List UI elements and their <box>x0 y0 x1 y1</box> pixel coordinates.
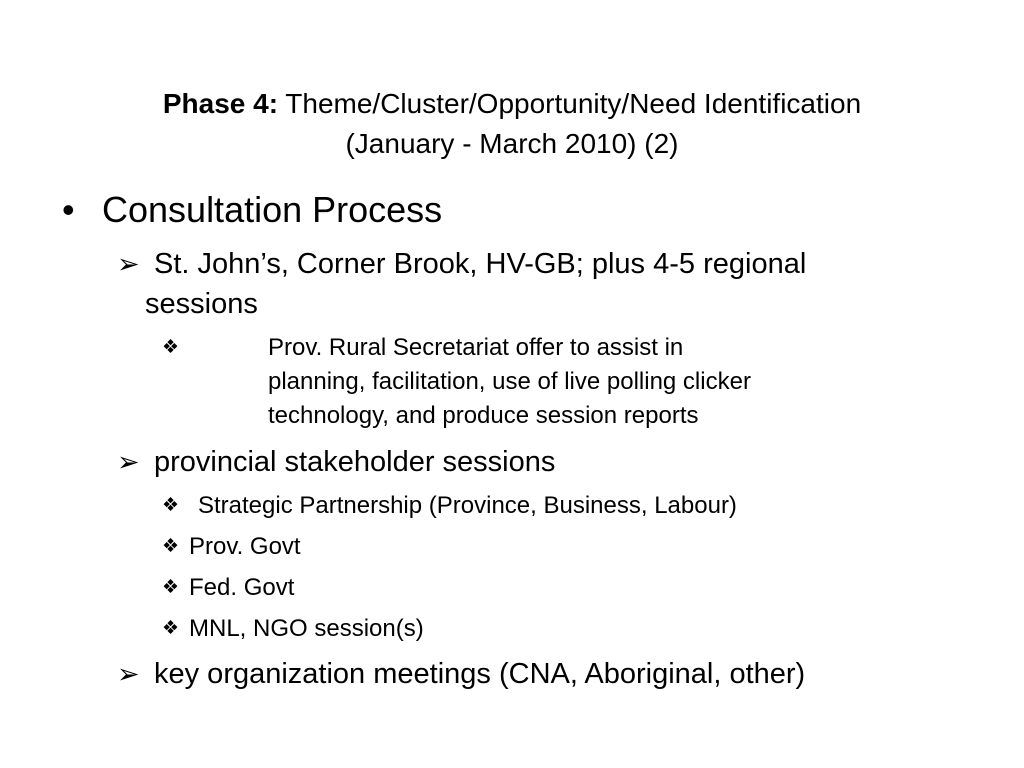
level3-item-secretariat-line2: planning, facilitation, use of live polling clicker <box>268 368 751 395</box>
slide-title <box>0 84 1024 164</box>
diamond-bullet-icon: ❖ <box>162 337 180 358</box>
level3-item-secretariat-line1: Prov. Rural Secretariat offer to assist in <box>268 334 684 361</box>
title-line-1 <box>0 84 1024 124</box>
level3-item-mnl-ngo: MNL, NGO session(s) <box>189 615 424 642</box>
level3-item-secretariat-line3: technology, and produce session reports <box>268 402 699 429</box>
level2-item-locations: St. John’s, Corner Brook, HV-GB; plus 4-5 regional <box>154 248 807 280</box>
title-phase-label: Phase 4: <box>162 88 279 119</box>
diamond-bullet-icon: ❖ <box>162 577 180 598</box>
level3-item-prov-govt: Prov. Govt <box>189 533 301 560</box>
level2-item-locations-continued: sessions <box>145 288 258 320</box>
level2-item-stakeholder-sessions: provincial stakeholder sessions <box>154 446 556 478</box>
arrow-bullet-icon: ➢ <box>117 447 140 477</box>
level3-item-strategic-partnership: Strategic Partnership (Province, Business, Labour) <box>198 492 737 519</box>
diamond-bullet-icon: ❖ <box>162 536 180 557</box>
title-topic: Theme/Cluster/Opportunity/Need Identification <box>278 88 862 119</box>
arrow-bullet-icon: ➢ <box>117 659 140 689</box>
level1-item-consultation-process: Consultation Process <box>102 189 443 230</box>
level3-item-fed-govt: Fed. Govt <box>189 574 295 601</box>
diamond-bullet-icon: ❖ <box>162 618 180 639</box>
arrow-bullet-icon: ➢ <box>117 249 140 279</box>
bullet-icon: • <box>62 189 75 230</box>
level2-item-key-meetings: key organization meetings (CNA, Aboriginal, other) <box>154 658 806 690</box>
diamond-bullet-icon: ❖ <box>162 495 180 516</box>
title-line-2: (January - March 2010) (2) <box>345 128 679 159</box>
